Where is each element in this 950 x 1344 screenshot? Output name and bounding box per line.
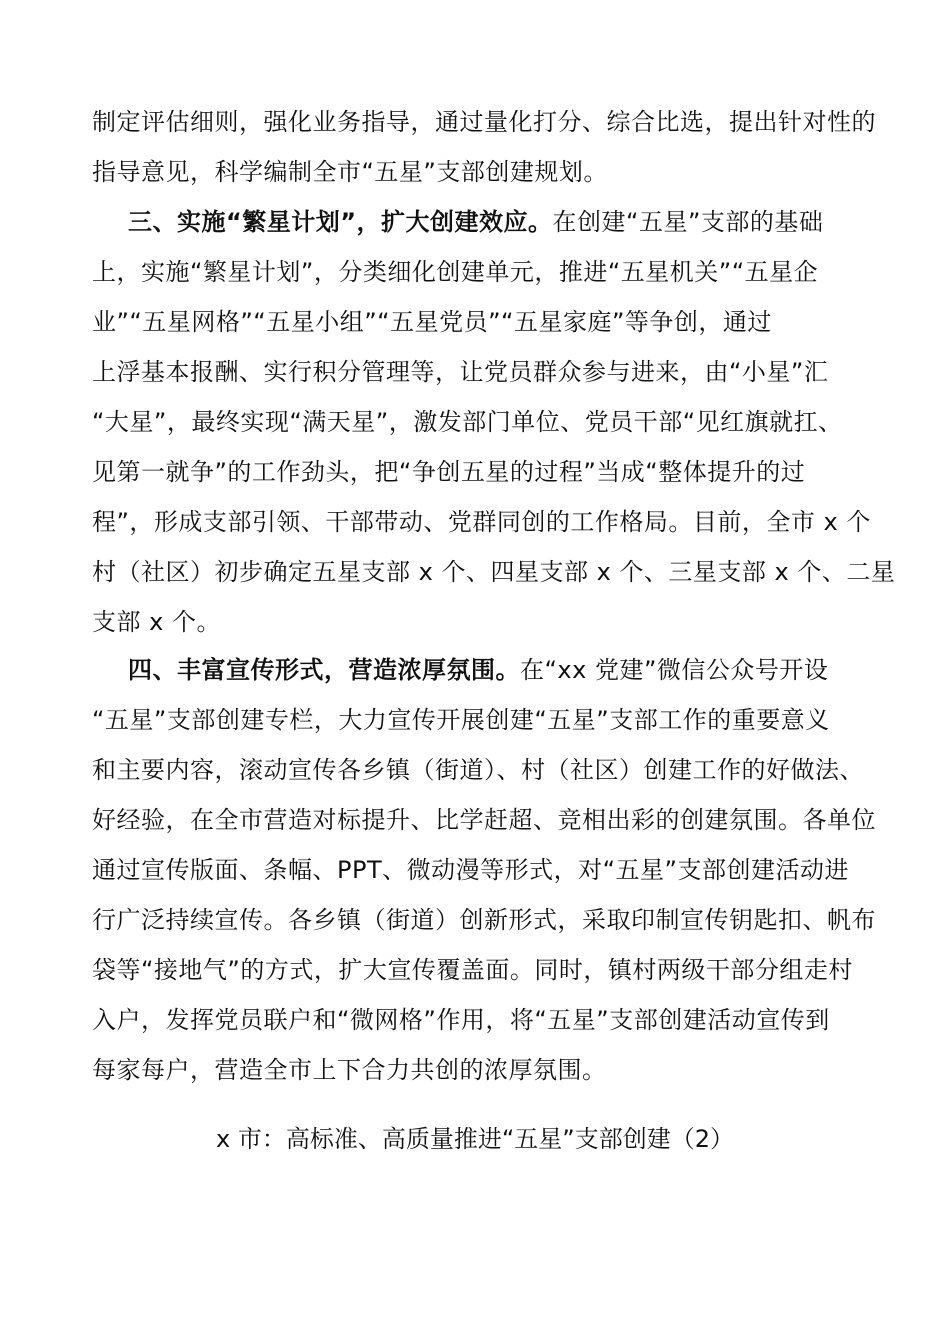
paragraph-line: 见第一就争”的工作劲头，把“争创五星的过程”当成“整体提升的过	[92, 458, 806, 486]
paragraph-line: 好经验，在全市营造对标提升、比学赶超、竞相出彩的创建氛围。各单位	[92, 806, 876, 834]
paragraph-line: 和主要内容，滚动宣传各乡镇（街道）、村（社区）创建工作的好做法、	[92, 756, 864, 784]
paragraph-line: 程”，形成支部引领、干部带动、党群同创的工作格局。目前，全市 x 个	[92, 508, 871, 536]
paragraph-line: 支部 x 个。	[92, 608, 221, 636]
paragraph-line: 指导意见，科学编制全市“五星”支部创建规划。	[92, 158, 608, 186]
next-article-title: x 市：高标准、高质量推进“五星”支部创建（2）	[216, 1125, 734, 1153]
paragraph-line: 袋等“接地气”的方式，扩大宣传覆盖面。同时，镇村两级干部分组走村	[92, 956, 853, 984]
paragraph-line: “大星”，最终实现“满天星”，激发部门单位、党员干部“见红旗就扛、	[92, 408, 843, 436]
section-heading: 四、丰富宣传形式，营造浓厚氛围。	[128, 656, 520, 684]
paragraph-line: “五星”支部创建专栏，大力宣传开展创建“五星”支部工作的重要意义	[92, 706, 830, 734]
paragraph-line: 业”“五星网格”“五星小组”“五星党员”“五星家庭”等争创，通过	[92, 308, 772, 336]
paragraph-first-line	[128, 655, 828, 685]
paragraph-line: 制定评估细则，强化业务指导，通过量化打分、综合比选，提出针对性的	[92, 108, 876, 136]
paragraph-text: 在“xx 党建”微信公众号开设	[520, 656, 829, 684]
section-heading: 三、实施“繁星计划”，扩大创建效应。	[128, 208, 553, 236]
paragraph-text: 在创建“五星”支部的基础	[552, 208, 824, 236]
paragraph-line: 每家每户，营造全市上下合力共创的浓厚氛围。	[92, 1056, 607, 1084]
paragraph-line: 通过宣传版面、条幅、PPT、微动漫等形式，对“五星”支部创建活动进	[92, 856, 849, 884]
paragraph-line: 上浮基本报酬、实行积分管理等，让党员群众参与进来，由“小星”汇	[92, 358, 829, 386]
paragraph-line: 上，实施“繁星计划”，分类细化创建单元，推进“五星机关”“五星企	[92, 258, 819, 286]
paragraph-first-line	[128, 207, 823, 237]
paragraph-line: 村（社区）初步确定五星支部 x 个、四星支部 x 个、三星支部 x 个、二星	[92, 558, 896, 586]
paragraph-line: 行广泛持续宣传。各乡镇（街道）创新形式，采取印制宣传钥匙扣、帆布	[92, 906, 876, 934]
paragraph-line: 入户，发挥党员联户和“微网格”作用，将“五星”支部创建活动宣传到	[92, 1006, 830, 1034]
